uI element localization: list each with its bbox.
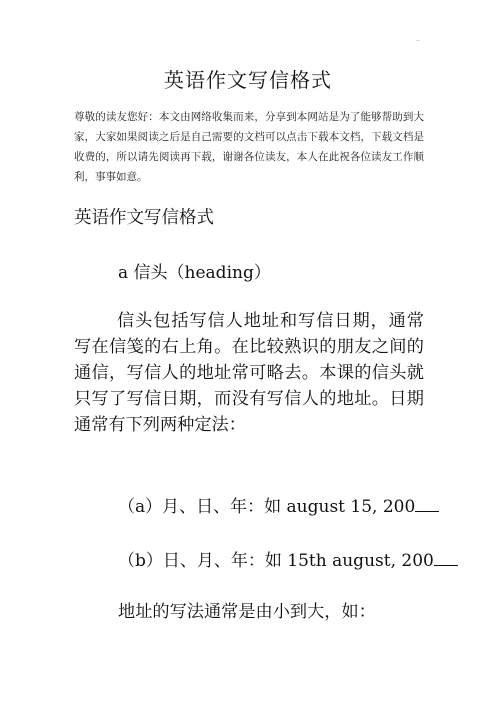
date-format-b-text: （b）日、月、年：如 15th august, 200 [118,551,434,571]
section-heading: 英语作文写信格式 [74,208,214,228]
date-format-a [118,492,439,517]
heading-subsection-title: a 信头（heading） [118,263,271,283]
document-title: 英语作文写信格式 [164,68,332,92]
address-order-line: 地址的写法通常是由小到大，如： [118,602,376,622]
reader-notice: 尊敬的读友您好：本文由网络收集而来，分享到本网站是为了能够帮助到大家，大家如果阅读之后是自己需要的文档可以点击下载本文档，下载文档是收费的，所以请先阅读再下载，谢谢各位读友，本人在此祝各位读友工作顺利，事事如意。 [74,111,424,183]
heading-explanation-paragraph: 信头包括写信人地址和写信日期，通常写在信笺的右上角。在比较熟识的朋友之间的通信，写信人的地址常可略去。本课的信头就只写了写信日期，而没有写信人的地址。日期通常有下列两种定法： [74,311,424,435]
corner-mark: .. [416,36,420,43]
date-format-b [118,546,458,571]
blank-underline [434,551,458,566]
date-format-a-text: （a）月、日、年：如 august 15, 200 [118,497,416,517]
blank-underline [415,497,439,512]
